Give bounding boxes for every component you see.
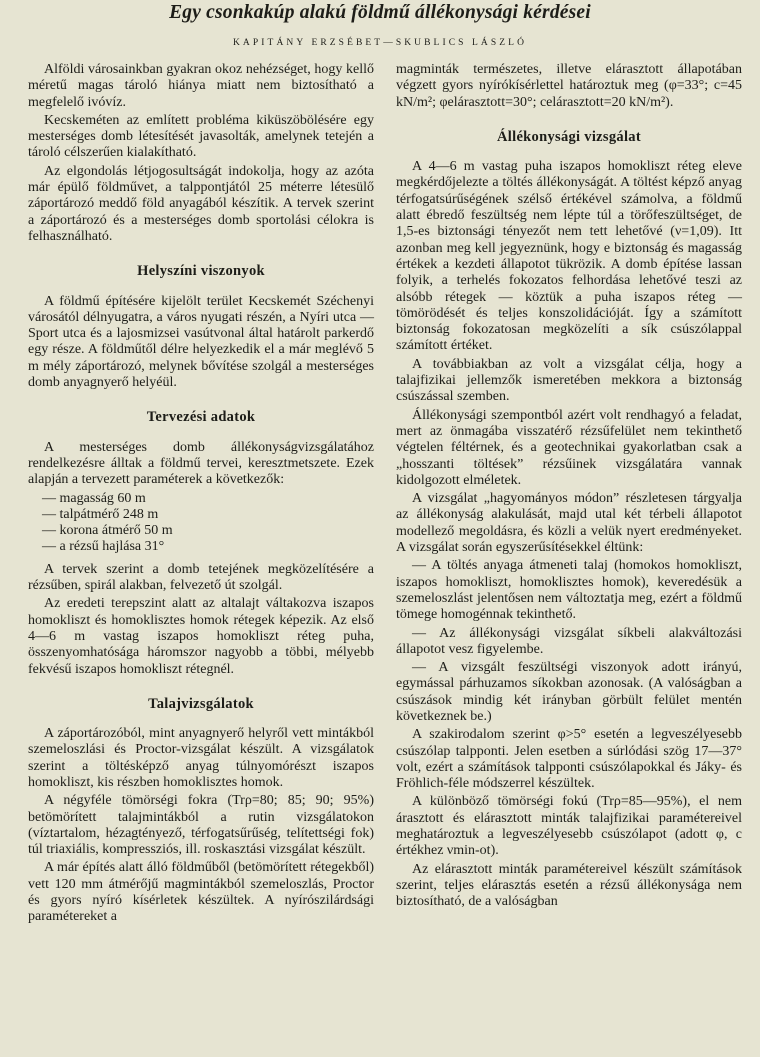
paragraph: — Az állékonysági vizsgálat síkbeli alakváltozási állapotot vesz figyelembe. <box>396 625 742 657</box>
paragraph: Az eredeti terepszint alatt az altalajt váltakozva iszapos homokliszt és homoklisztes homok rétegek képezik. Az első 4—6 m vastag iszapos homokliszt réteg puha, összenyomhatósága háromszor nagyobb a többi, mélyebb fekvésű iszapos homokliszt rétegnél. <box>28 596 374 677</box>
paragraph: Kecskeméten az említett probléma kiküszöbölésére egy mesterséges domb létesítését javasolták, amelynek tetején a tároló célszerűen kialakítható. <box>28 112 374 161</box>
article-authors: KAPITÁNY ERZSÉBET—SKUBLICS LÁSZLÓ <box>232 38 528 48</box>
section-heading-design: Tervezési adatok <box>146 409 256 426</box>
paragraph: A négyféle tömörségi fokra (Trρ=80; 85; 90; 95%) betömörített talajmintákból a rutin vizsgálatokon (víztartalom, hézagtényező, térfogatsűrűség, telítettségi fok) túl triaxiális, kompressziós, ill. roskasztási vizsgálat készült. <box>28 793 374 858</box>
paragraph: A mesterséges domb állékonyságvizsgálatához rendelkezésre álltak a földmű tervei, keresztmetszete. Ezek alapján a tervezett paraméterek a következők: <box>28 439 374 488</box>
list-item: — talpátmérő 248 m <box>42 506 159 522</box>
paragraph: A földmű építésére kijelölt terület Kecskemét Széchenyi városától délnyugatra, a város nyugati részén, a Nyíri utca — Sport utca és a lajosmizsei vasútvonal által határolt parkerdő egy része. A földműtől délre helyezkedik el a már meglévő 5 m mély záportározó, melynek bővítése szolgál a mesterséges domb anyagnyerő helyéül. <box>28 293 374 391</box>
paragraph: Az elgondolás létjogosultságát indokolja, hogy az azóta már épülő földművet, a talppontjától 25 méterre létesülő záportározó meddő föld anyagából készítik. A tervek szerint a záportározó és a mesterséges domb sportolási célokra is felhasználható. <box>28 163 374 244</box>
right-column <box>396 62 742 913</box>
list-item: — a rézsű hajlása 31° <box>42 539 165 555</box>
paragraph: Az elárasztott minták paramétereivel készült számítások szerint, teljes elárasztás esetén a rézsű állékonysága nem biztosítható, de a valóságban <box>396 861 742 910</box>
section-heading-stability: Állékonysági vizsgálat <box>497 128 641 145</box>
design-parameter-list <box>42 491 374 556</box>
article-title: Egy csonkakúp alakú földmű állékonysági kérdései <box>169 2 591 23</box>
paragraph: A már építés alatt álló földműből (betömörített rétegekből) vett 120 mm átmérőjű magmintákból szemeloszlás, Proctor és gyors nyíró kísérletek készültek. A nyírószilárdsági paramétereket a <box>28 860 374 925</box>
paragraph: A tervek szerint a domb tetejének megközelítésére a rézsűben, spirál alakban, felvezető út szolgál. <box>28 561 374 594</box>
paragraph: A vizsgálat „hagyományos módon” részletesen tárgyalja az állékonyság alakulását, majd utal két térbeli állapotot modellező megoldásra, és közli a velük nyert eredményeket. A vizsgálat során egyszerűsítésekkel éltünk: <box>396 491 742 556</box>
paragraph: A 4—6 m vastag puha iszapos homokliszt réteg eleve megkérdőjelezte a töltés állékonyságát. A töltést képző anyag térfogatsúrűségének szélső értékével számolva, a földmű alatt ébredő feszültség nem lépte túl a törőfeszültséget, de 1,5-es biztonsági tényezőt nem tett lehetővé (ν=1,09). Itt azonban meg kell jegyeznünk, hogy e biztonság és magasság értékek a kezdeti állapotot tükrözik. A domb építése lassan folyik, a terhelés fokozatos felhordása lehetővé teszi az alsóbb rétegek — köztük a puha iszapos réteg — tömörödését és teljes konszolidációját. Így a számított biztonság fokozatosan megközelíti a sík csúszólappal számított értéket. <box>396 159 742 354</box>
paragraph: Állékonysági szempontból azért volt rendhagyó a feladat, mert az önmagába visszatérő rézsűfelület nem tekinthető végtelen féltérnek, és a geotechnikai gyakorlatban csak a „hosszanti töltések” rézsűinek vizsgálatára vannak kidolgozott elméletek. <box>396 407 742 488</box>
paragraph: — A vizsgált feszültségi viszonyok adott irányú, egymással párhuzamos síkokban azonosak. (A valóságban a csúszások mindig két irányban görbült felület mentén következnek be.) <box>396 660 742 724</box>
list-item: — korona átmérő 50 m <box>42 523 173 539</box>
paragraph: Alföldi városainkban gyakran okoz nehézséget, hogy kellő méretű magas tároló hiánya miatt nem biztosítható a megfelelő ivóvíz. <box>28 62 374 110</box>
section-heading-soil: Talajvizsgálatok <box>148 695 254 712</box>
paragraph: — A töltés anyaga átmeneti talaj (homokos homokliszt, iszapos homokliszt, homoklisztes homok), keveredésük a szemeloszlást jelentősen nem változtatja meg, ezért a földmű tömege homogénnak tekinthető. <box>396 558 742 623</box>
paragraph: A záportározóból, mint anyagnyerő helyről vett mintákból szemeloszlási és Proctor-vizsgálat készült. A vizsgálatok szerint a töltésképző anyag túlnyomórészt iszapos homokliszt, kis részben homoklisztes homok. <box>28 726 374 790</box>
paragraph: A továbbiakban az volt a vizsgálat célja, hogy a talajfizikai jellemzők ismeretében mekkora a biztonság csúszással szemben. <box>396 356 742 405</box>
section-heading-site: Helyszíni viszonyok <box>137 263 265 280</box>
paragraph: magminták természetes, illetve elárasztott állapotában végzett gyors nyírókísérlettel határoztuk meg (φ=33°; c=45 kN/m²; φelárasztott=30°; celárasztott=20 kN/m²). <box>396 62 742 110</box>
left-column <box>28 62 374 928</box>
paragraph: A különböző tömörségi fokú (Trρ=85—95%), el nem árasztott és elárasztott minták talajfizikai paramétereivel meghatároztuk a legveszélyesebb csúszólapot (adott φ, c értékhez νmin-ot). <box>396 794 742 859</box>
paragraph: A szakirodalom szerint φ>5° esetén a legveszélyesebb csúszólap talpponti. Jelen esetben a súrlódási szög 17—37° volt, ezért a számítások talpponti csúszólapokkal és Jáky- és Fröhlich-féle módszerrel készültek. <box>396 727 742 792</box>
list-item: — magasság 60 m <box>42 490 146 506</box>
